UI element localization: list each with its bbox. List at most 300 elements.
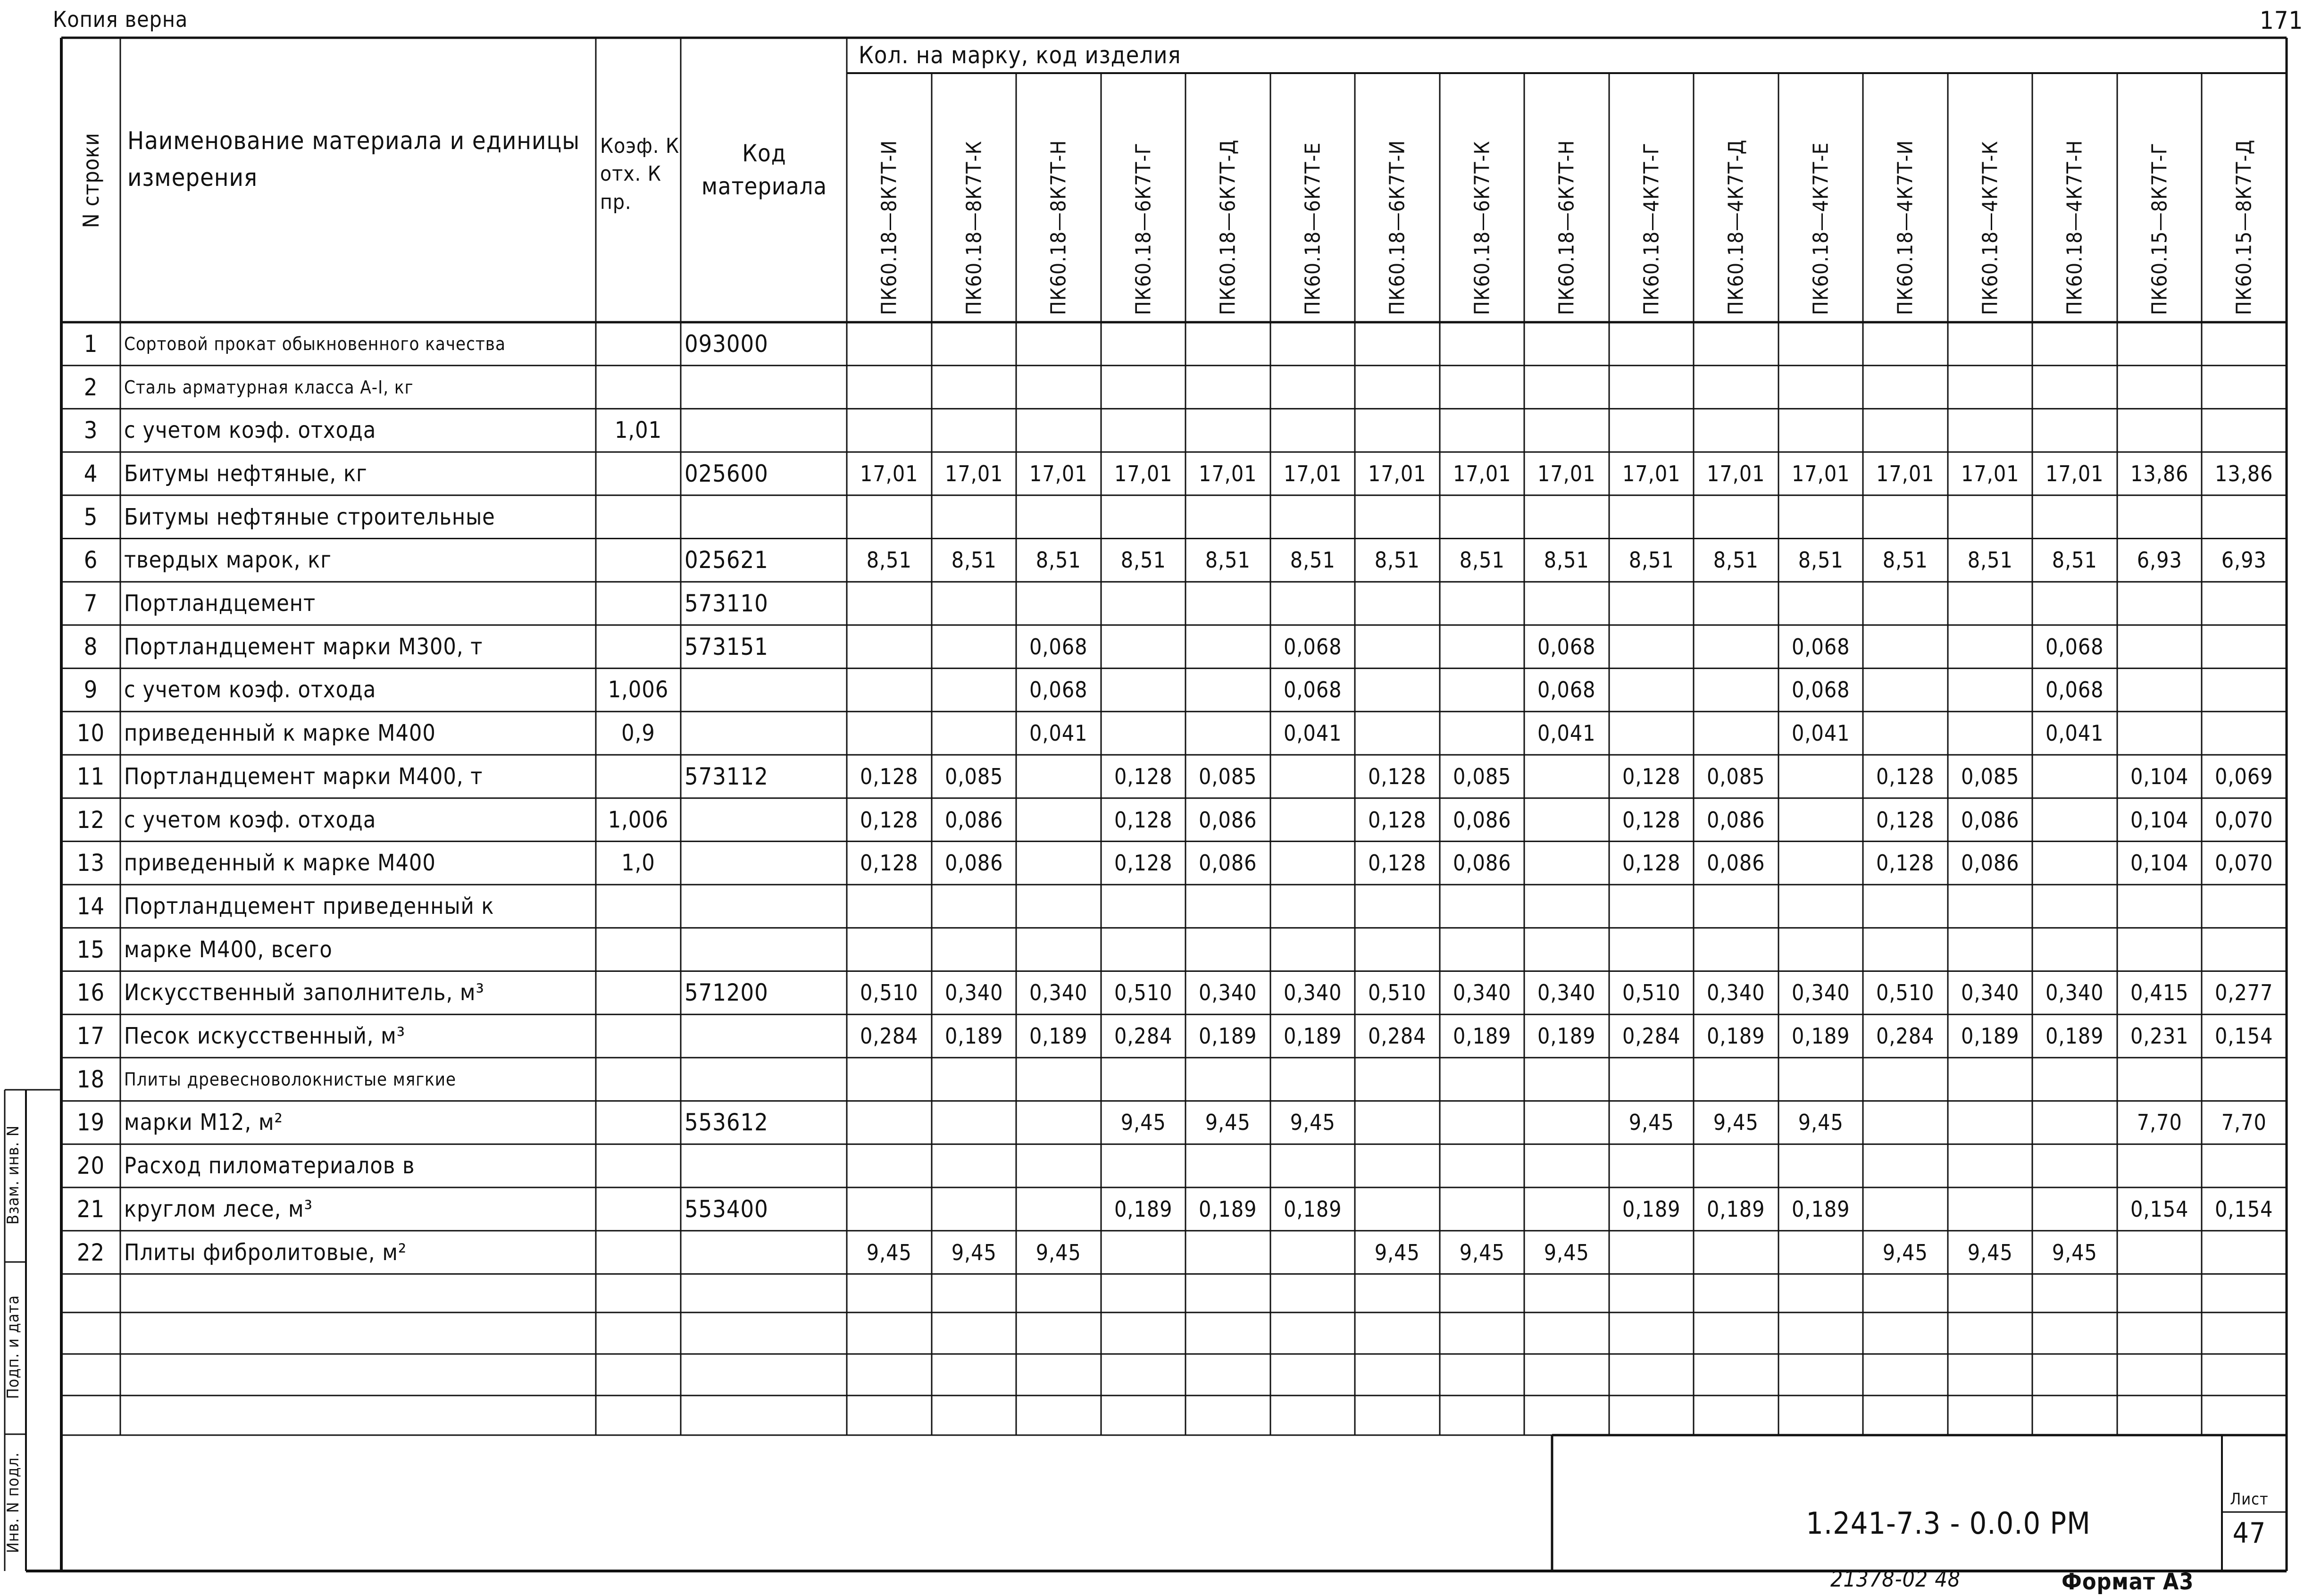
quantity-cell [1528,1144,1605,1187]
quantity-cell: 0,284 [1368,1023,1427,1049]
quantity-cell [1867,885,1944,928]
quantity-cell [1189,582,1267,625]
quantity-cell [1613,1058,1690,1101]
quantity-cell [1697,885,1775,928]
quantity-cell: 0,086 [945,850,1003,876]
quantity-cell: 9,45 [1205,1110,1251,1136]
coefficient: 1,006 [608,677,669,703]
material-code: 025600 [685,460,768,487]
quantity-cell [1359,711,1436,755]
quantity-cell [1020,798,1097,842]
coefficient [600,928,677,971]
quantity-cell: 8,51 [2052,547,2097,573]
quantity-cell: 0,154 [2130,1196,2189,1222]
quantity-cell [1189,1231,1267,1274]
quantity-cell [935,495,1013,539]
quantity-cell: 17,01 [1114,460,1173,486]
quantity-cell [1444,409,1521,452]
quantity-cell: 0,041 [1284,720,1342,746]
quantity-cell [1444,625,1521,668]
quantity-cell: 9,45 [866,1239,912,1265]
quantity-cell [2205,668,2283,712]
quantity-cell: 0,277 [2215,980,2273,1006]
quantity-cell [851,711,928,755]
material-name: твердых марок, кг [124,547,332,574]
coefficient [600,885,677,928]
coefficient [600,1144,677,1187]
quantity-cell [1189,366,1267,409]
product-header: ПК60.18—4К7Т-Д [1724,139,1748,315]
quantity-cell [935,625,1013,668]
quantity-cell [1867,1144,1944,1187]
quantity-cell [1528,409,1605,452]
quantity-cell [935,885,1013,928]
quantity-cell: 0,070 [2215,850,2273,876]
quantity-cell [1697,1231,1775,1274]
quantity-cell [1952,1187,2029,1231]
material-name: Портландцемент [124,590,316,617]
quantity-cell: 8,51 [1205,547,1251,573]
material-name: с учетом коэф. отхода [124,677,376,703]
quantity-cell [2121,409,2198,452]
quantity-cell [2121,495,2198,539]
quantity-cell: 0,085 [1199,763,1257,789]
material-name: Песок искусственный, м³ [124,1023,406,1050]
coefficient [600,1101,677,1145]
quantity-cell [1189,1058,1267,1101]
quantity-cell [1359,366,1436,409]
coefficient [600,582,677,625]
quantity-cell [1359,1187,1436,1231]
material-code [685,885,843,928]
quantity-cell [1444,495,1521,539]
side-label-inventory: Инв. N подл. [4,1452,23,1554]
quantity-cell [1189,625,1267,668]
quantity-cell [1782,1231,1860,1274]
quantity-cell: 9,45 [1035,1239,1081,1265]
row-number: 11 [76,762,105,790]
footer-archive-number: 21378-02 48 [1830,1566,1961,1592]
coefficient [600,1231,677,1274]
coefficient [600,452,677,495]
material-name: Расход пиломатериалов в [124,1153,415,1179]
product-header: ПК60.15—8К7Т-Г [2147,142,2172,315]
product-header: ПК60.18—6К7Т-Е [1301,142,1325,315]
header-note: Копия верна [53,7,188,32]
quantity-cell [1359,1101,1436,1145]
quantity-cell [1274,409,1352,452]
material-code: 553400 [685,1195,768,1223]
quantity-cell: 0,041 [1029,720,1088,746]
quantity-cell [2205,711,2283,755]
quantity-cell [1613,711,1690,755]
row-number: 9 [83,676,98,704]
quantity-cell: 0,189 [1792,1023,1850,1049]
material-name: Сортовой прокат обыкновенного качества [124,333,506,354]
quantity-cell: 0,231 [2130,1023,2189,1049]
quantity-cell [1444,711,1521,755]
quantity-cell: 0,189 [945,1023,1003,1049]
quantity-cell [2121,366,2198,409]
quantity-cell: 0,086 [945,807,1003,833]
product-header: ПК60.18—8К7Т-К [962,141,986,315]
quantity-cell [2036,755,2113,798]
quantity-cell: 17,01 [1792,460,1850,486]
quantity-cell: 0,340 [1453,980,1511,1006]
quantity-cell: 0,069 [2215,763,2273,789]
quantity-cell: 13,86 [2130,460,2189,486]
quantity-cell: 9,45 [2052,1239,2097,1265]
quantity-cell [1613,885,1690,928]
quantity-cell [1444,928,1521,971]
coefficient [600,1014,677,1058]
quantity-cell [2036,798,2113,842]
quantity-cell [2036,495,2113,539]
quantity-cell [1274,841,1352,885]
quantity-cell [2205,1231,2283,1274]
material-code [685,366,843,409]
row-number: 16 [76,979,105,1007]
quantity-cell: 0,340 [1199,980,1257,1006]
quantity-cell [1528,322,1605,366]
product-header: ПК60.18—4К7Т-И [1893,140,1918,315]
quantity-cell: 0,128 [1622,807,1681,833]
quantity-cell [1613,1144,1690,1187]
quantity-cell [935,1101,1013,1145]
row-number: 6 [83,546,98,574]
quantity-cell [1952,582,2029,625]
quantity-cell [1952,495,2029,539]
material-name: марки М12, м² [124,1109,283,1136]
quantity-cell [2121,1144,2198,1187]
quantity-cell [2121,1058,2198,1101]
quantity-cell [2036,582,2113,625]
material-name: Битумы нефтяные, кг [124,460,367,487]
quantity-cell: 8,51 [1544,547,1589,573]
quantity-cell [2205,409,2283,452]
quantity-cell [851,366,928,409]
material-code [685,711,843,755]
quantity-cell [1359,495,1436,539]
quantity-cell [1952,928,2029,971]
row-number: 17 [76,1022,105,1050]
quantity-cell [851,625,928,668]
quantity-cell [2036,366,2113,409]
quantity-cell [851,1144,928,1187]
quantity-cell: 0,068 [2045,634,2104,660]
row-number: 4 [83,460,98,487]
quantity-cell [1359,409,1436,452]
quantity-cell: 0,086 [1453,850,1511,876]
quantity-cell [1359,928,1436,971]
quantity-cell: 0,189 [2045,1023,2104,1049]
quantity-cell [851,495,928,539]
quantity-cell [1274,322,1352,366]
quantity-cell [1274,366,1352,409]
quantity-cell [935,582,1013,625]
quantity-cell: 0,154 [2215,1196,2273,1222]
quantity-cell: 0,189 [1707,1196,1765,1222]
quantity-cell [2036,322,2113,366]
row-number: 8 [83,633,98,660]
quantity-cell: 8,51 [1290,547,1336,573]
quantity-cell: 9,45 [1290,1110,1336,1136]
row-number: 12 [76,806,105,834]
quantity-cell [1020,1144,1097,1187]
quantity-cell [1444,1058,1521,1101]
quantity-cell [1444,322,1521,366]
quantity-cell: 17,01 [2045,460,2104,486]
quantity-cell [1782,495,1860,539]
quantity-cell: 0,068 [1792,677,1850,703]
quantity-cell [2121,928,2198,971]
quantity-cell: 8,51 [1798,547,1844,573]
quantity-cell: 0,510 [1114,980,1173,1006]
quantity-cell [1782,928,1860,971]
quantity-cell: 0,086 [1707,807,1765,833]
material-code [685,928,843,971]
coefficient [600,366,677,409]
quantity-cell [2121,1231,2198,1274]
quantity-cell [1697,409,1775,452]
sheet-label: Лист [2230,1489,2269,1509]
material-code [685,668,843,712]
quantity-cell [851,928,928,971]
quantity-cell [2036,1144,2113,1187]
quantity-cell [1359,582,1436,625]
quantity-cell [1528,928,1605,971]
quantity-cell: 0,128 [1368,807,1427,833]
quantity-cell: 0,086 [1707,850,1765,876]
material-name: марке М400, всего [124,936,333,963]
quantity-cell [1359,1058,1436,1101]
quantity-cell [1697,1144,1775,1187]
quantity-cell [935,1058,1013,1101]
quantity-cell [1189,885,1267,928]
material-name: круглом лесе, м³ [124,1195,313,1222]
material-code [685,798,843,842]
quantity-cell [1274,1144,1352,1187]
quantity-cell [1867,711,1944,755]
quantity-cell [1105,409,1182,452]
coefficient: 1,006 [608,806,669,833]
quantity-cell [1697,582,1775,625]
quantity-cell: 0,128 [1876,763,1935,789]
quantity-cell [1274,1058,1352,1101]
quantity-cell: 0,068 [1537,634,1596,660]
quantity-cell [1613,1231,1690,1274]
material-code: 573112 [685,762,768,790]
quantity-cell [1020,409,1097,452]
quantity-cell: 17,01 [1876,460,1935,486]
quantity-cell [1189,711,1267,755]
quantity-cell [2205,1058,2283,1101]
quantity-cell [851,1187,928,1231]
coefficient [600,755,677,798]
quantity-cell: 0,041 [1792,720,1850,746]
quantity-cell [1359,625,1436,668]
quantity-cell: 0,284 [1876,1023,1935,1049]
quantity-cell [1444,885,1521,928]
product-header: ПК60.18—4К7Т-Е [1809,142,1833,315]
quantity-cell [935,1144,1013,1187]
quantity-cell: 0,086 [1453,807,1511,833]
quantity-cell [2036,1187,2113,1231]
row-number: 19 [76,1109,105,1136]
quantity-cell: 17,01 [1622,460,1681,486]
material-code [685,495,843,539]
quantity-cell: 0,086 [1961,807,2020,833]
quantity-cell [1613,582,1690,625]
quantity-cell [1105,366,1182,409]
quantity-cell [1189,322,1267,366]
quantity-cell: 0,415 [2130,980,2189,1006]
quantity-cell [1359,1144,1436,1187]
quantity-cell [1528,1058,1605,1101]
quantity-cell [1697,625,1775,668]
quantity-cell: 0,189 [1199,1023,1257,1049]
quantity-cell: 0,128 [1114,807,1173,833]
quantity-cell [2036,1101,2113,1145]
row-number: 5 [83,503,98,531]
quantity-cell [1020,1101,1097,1145]
quantity-cell [1105,1058,1182,1101]
quantity-cell: 0,189 [1199,1196,1257,1222]
quantity-cell [1613,322,1690,366]
quantity-cell: 0,104 [2130,850,2189,876]
quantity-cell: 0,510 [860,980,918,1006]
quantity-cell: 0,070 [2215,807,2273,833]
quantity-cell: 0,128 [1368,763,1427,789]
row-number: 7 [83,590,98,618]
coefficient [600,322,677,366]
quantity-cell [1189,409,1267,452]
coefficient [600,495,677,539]
quantity-cell [935,711,1013,755]
quantity-cell [851,322,928,366]
row-number: 1 [83,330,98,358]
quantity-cell [1867,582,1944,625]
quantity-cell: 8,51 [1628,547,1674,573]
quantity-cell [1697,322,1775,366]
quantity-cell [1020,1187,1097,1231]
material-name: Искусственный заполнитель, м³ [124,979,484,1006]
quantity-cell [1782,322,1860,366]
row-number: 13 [76,849,105,877]
quantity-cell [1020,366,1097,409]
quantity-cell [1613,366,1690,409]
quantity-cell: 0,128 [1368,850,1427,876]
quantity-cell [1867,928,1944,971]
quantity-cell [1867,1101,1944,1145]
quantity-cell [1613,668,1690,712]
material-code: 573151 [685,633,768,660]
quantity-cell [935,366,1013,409]
row-number: 10 [76,719,105,747]
quantity-cell: 17,01 [1453,460,1511,486]
product-header: ПК60.15—8К7Т-Д [2232,139,2256,315]
product-header: ПК60.18—4К7Т-Н [2062,140,2087,315]
quantity-cell: 0,189 [1284,1196,1342,1222]
material-code [685,409,843,452]
material-name: Сталь арматурная класса А-I, кг [124,376,414,398]
material-name: приведенный к марке М400 [124,850,436,877]
quantity-cell: 9,45 [951,1239,997,1265]
quantity-cell [851,582,928,625]
material-name: Плиты древесноволокнистые мягкие [124,1069,457,1090]
quantity-cell: 17,01 [1284,460,1342,486]
quantity-cell [935,409,1013,452]
quantity-cell [1189,1144,1267,1187]
quantity-cell [851,668,928,712]
quantity-cell [2036,885,2113,928]
quantity-cell [1697,366,1775,409]
quantity-cell [1444,1144,1521,1187]
quantity-cell [1020,755,1097,798]
side-label-replacement: Взам. инв. N [4,1125,23,1225]
quantity-cell: 0,510 [1876,980,1935,1006]
quantity-cell [1952,409,2029,452]
quantity-cell [851,885,928,928]
quantity-cell: 0,085 [945,763,1003,789]
quantity-cell [1867,366,1944,409]
quantity-cell [1782,1144,1860,1187]
quantity-cell [1867,409,1944,452]
quantity-cell [1782,366,1860,409]
material-name: с учетом коэф. отхода [124,417,376,444]
quantity-cell [1020,582,1097,625]
quantity-cell [851,1058,928,1101]
quantity-cell [1867,625,1944,668]
quantity-cell [1359,668,1436,712]
quantity-cell [851,1101,928,1145]
product-header: ПК60.18—6К7Т-К [1470,141,1494,315]
quantity-cell: 8,51 [1459,547,1505,573]
quantity-cell: 0,189 [1029,1023,1088,1049]
coefficient: 1,0 [621,850,655,877]
quantity-cell: 0,128 [1622,763,1681,789]
product-header: ПК60.18—4К7Т-К [1978,141,2003,315]
quantity-cell: 9,45 [1713,1110,1759,1136]
quantity-cell: 17,01 [1707,460,1765,486]
quantity-cell: 17,01 [1199,460,1257,486]
row-number: 21 [76,1195,105,1223]
coefficient [600,1058,677,1101]
quantity-cell [2036,928,2113,971]
product-header: ПК60.18—6К7Т-Г [1131,142,1156,315]
quantity-cell [1020,1058,1097,1101]
quantity-cell: 0,128 [1114,850,1173,876]
quantity-cell [935,1187,1013,1231]
quantity-cell [2036,1058,2113,1101]
quantity-cell: 0,340 [2045,980,2104,1006]
quantity-cell [1020,928,1097,971]
quantity-cell: 0,340 [1537,980,1596,1006]
header-group-title: Кол. на марку, код изделия [859,42,1181,69]
quantity-cell [1952,625,2029,668]
quantity-cell [1020,495,1097,539]
quantity-cell [1105,625,1182,668]
quantity-cell: 0,340 [1792,980,1850,1006]
quantity-cell [1697,495,1775,539]
quantity-cell: 0,154 [2215,1023,2273,1049]
quantity-cell [1274,885,1352,928]
quantity-cell: 17,01 [945,460,1003,486]
quantity-cell: 0,041 [1537,720,1596,746]
quantity-cell [2121,711,2198,755]
quantity-cell [1528,798,1605,842]
quantity-cell: 17,01 [860,460,918,486]
